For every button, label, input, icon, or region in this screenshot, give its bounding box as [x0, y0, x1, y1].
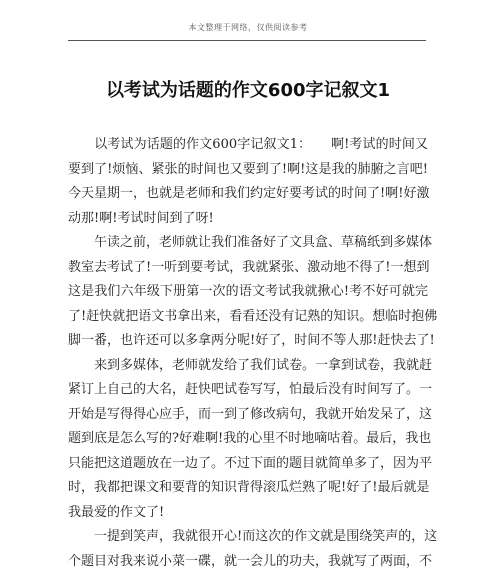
body-line: 脚一番，也许还可以多拿两分呢!好了，时间不等人那!赶快去了!: [68, 329, 428, 354]
header-divider: [68, 40, 426, 41]
body-line: 要到了!烦恼、紧张的时间也又要到了!啊!这是我的肺腑之言吧!: [68, 158, 428, 183]
document-body: [68, 133, 428, 574]
body-line: 动那!啊!考试时间到了呀!: [68, 207, 428, 232]
body-line: 午读之前，老师就让我们准备好了文具盒、草稿纸到多媒体: [68, 231, 428, 256]
document-title: 以考试为话题的作文600字记叙文1: [0, 76, 496, 102]
body-line: 以考试为话题的作文600字记叙文1： 啊!考试的时间又: [68, 133, 428, 158]
body-line: 一提到笑声，我就很开心!而这次的作文就是围绕笑声的，这: [68, 525, 428, 550]
body-line: 时，我都把课文和要背的知识背得滚瓜烂熟了呢!好了!最后就是: [68, 476, 428, 501]
body-line: 紧订上自己的大名，赶快吧试卷写写，怕最后没有时间写了。一: [68, 378, 428, 403]
body-line: 我最爱的作文了!: [68, 501, 428, 526]
body-line: 了!赶快就把语文书拿出来，看看还没有记熟的知识。想临时抱佛: [68, 305, 428, 330]
body-line: 这是我们六年级下册第一次的语文考试我就揪心!考不好可就完: [68, 280, 428, 305]
body-line: 个题目对我来说小菜一碟，就一会儿的功夫，我就写了两面，不: [68, 550, 428, 574]
body-line: 只能把这道题放在一边了。不过下面的题目就简单多了，因为平: [68, 452, 428, 477]
body-line: 开始是写得得心应手，而一到了修改病句，我就开始发呆了，这: [68, 403, 428, 428]
body-line: 题到底是怎么写的?好难啊!我的心里不时地嘀咕着。最后，我也: [68, 427, 428, 452]
page-header-note: 本文整理于网络，仅供阅读参考: [0, 22, 496, 33]
body-line: 今天星期一，也就是老师和我们约定好要考试的时间了!啊!好激: [68, 182, 428, 207]
body-line: 教室去考试了!一听到要考试，我就紧张、激动地不得了!一想到: [68, 256, 428, 281]
body-line: 来到多媒体，老师就发给了我们试卷。一拿到试卷，我就赶: [68, 354, 428, 379]
